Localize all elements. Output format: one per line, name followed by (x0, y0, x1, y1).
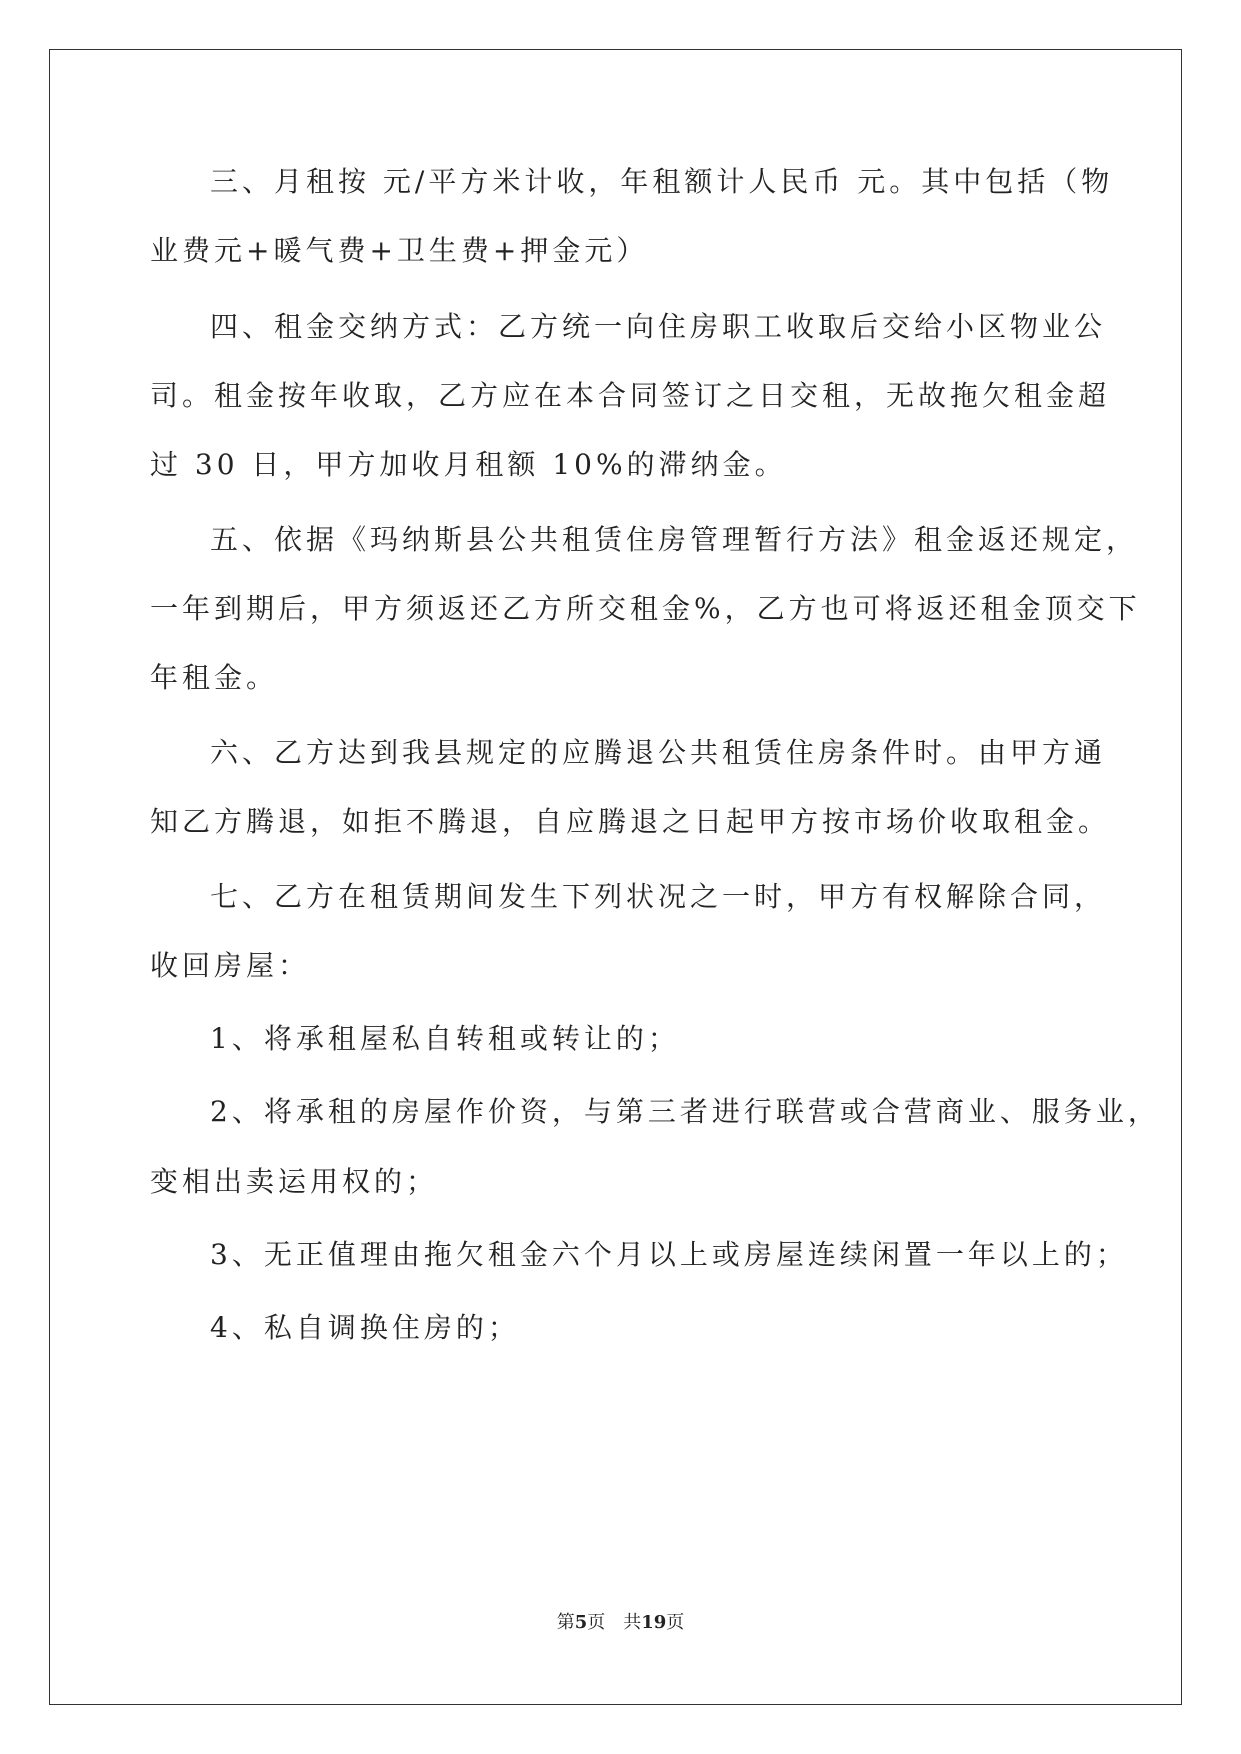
paragraph-line: 过 30 日，甲方加收月租额 10%的滞纳金。 (150, 448, 787, 481)
paragraph-line: 1、将承租屋私自转租或转让的； (210, 1022, 680, 1055)
paragraph-line: 五、依据《玛纳斯县公共租赁住房管理暂行方法》租金返还规定， (210, 523, 1139, 556)
paragraph-line: 年租金。 (150, 661, 279, 694)
paragraph-line: 4、私自调换住房的； (210, 1311, 520, 1344)
paragraph-line: 七、乙方在租赁期间发生下列状况之一时，甲方有权解除合同， (210, 880, 1107, 913)
page-total: 19 (641, 1612, 667, 1633)
paragraph-line: 知乙方腾退，如拒不腾退，自应腾退之日起甲方按市场价收取租金。 (150, 805, 1111, 838)
paragraph-line: 四、租金交纳方式：乙方统一向住房职工收取后交给小区物业公 (210, 310, 1107, 343)
paragraph-line: 司。租金按年收取，乙方应在本合同签订之日交租，无故拖欠租金超 (150, 379, 1111, 412)
page-prefix: 第 (556, 1612, 575, 1633)
paragraph-line: 六、乙方达到我县规定的应腾退公共租赁住房条件时。由甲方通 (210, 736, 1107, 769)
page-suffix: 页 (587, 1612, 606, 1633)
paragraph-line: 收回房屋： (150, 949, 311, 982)
paragraph-line: 业费元+暖气费+卫生费+押金元） (150, 234, 649, 267)
paragraph-line: 三、月租按 元/平方米计收，年租额计人民币 元。其中包括（物 (210, 165, 1114, 198)
paragraph-line: 一年到期后，甲方须返还乙方所交租金%，乙方也可将返还租金顶交下 (150, 592, 1141, 625)
paragraph-line: 变相出卖运用权的； (150, 1165, 439, 1198)
paragraph-line: 2、将承租的房屋作价资，与第三者进行联营或合营商业、服务业， (210, 1095, 1160, 1128)
page-current: 5 (574, 1612, 588, 1633)
total-suffix: 页 (666, 1612, 685, 1633)
paragraph-line: 3、无正值理由拖欠租金六个月以上或房屋连续闲置一年以上的； (210, 1238, 1128, 1271)
page-footer (0, 1611, 1241, 1635)
total-prefix: 共 (623, 1612, 642, 1633)
